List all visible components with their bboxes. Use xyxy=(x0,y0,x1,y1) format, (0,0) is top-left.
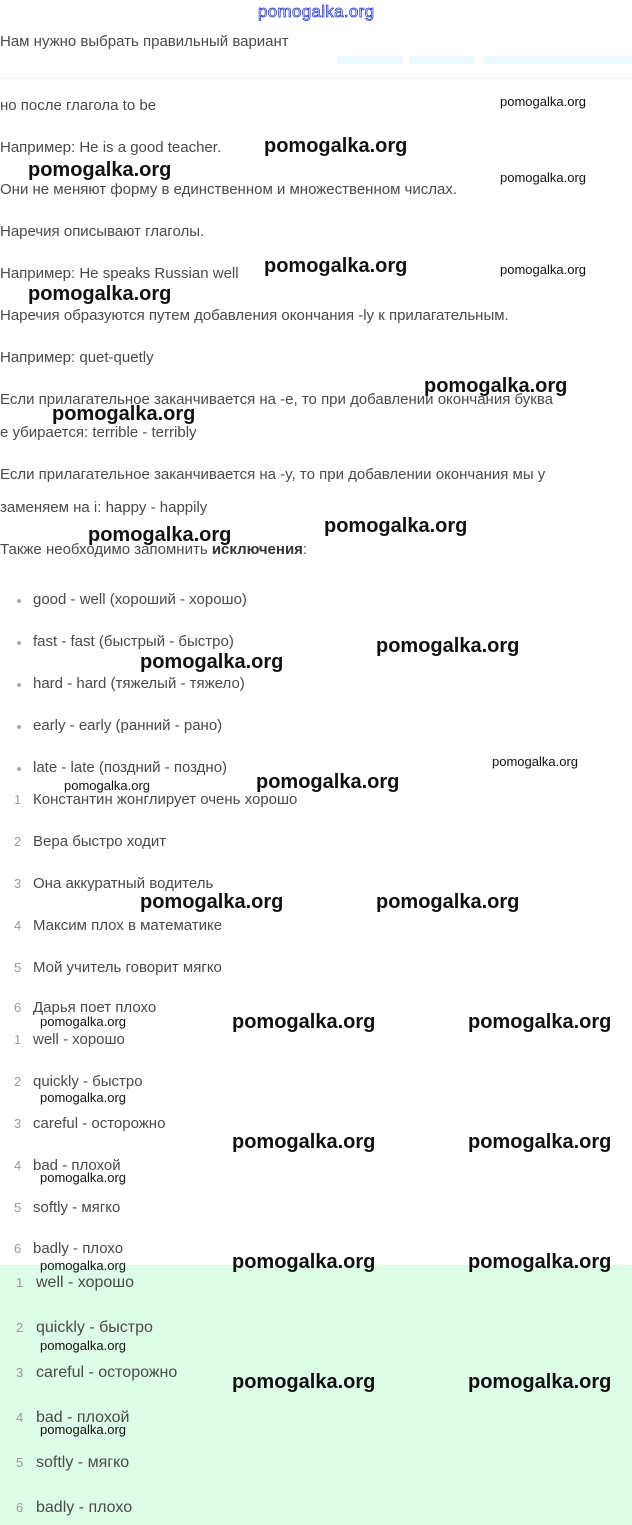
list-item: quickly - быстро xyxy=(36,1319,153,1336)
watermark: pomogalka.org xyxy=(140,651,284,673)
paragraph: Например: He is a good teacher. xyxy=(0,139,222,156)
list-number: 1 xyxy=(16,1275,24,1290)
list-item: bad - плохой xyxy=(36,1409,130,1426)
watermark: pomogalka.org xyxy=(492,754,578,769)
list-item: badly - плохо xyxy=(36,1499,133,1516)
bullet-icon xyxy=(17,683,21,687)
watermark: pomogalka.org xyxy=(500,94,586,109)
list-item: Константин жонглирует очень хорошо xyxy=(33,791,298,808)
exceptions-suffix: : xyxy=(302,541,308,558)
paragraph: Наречия образуются путем добавления окончания -ly к прилагательным. xyxy=(0,307,509,324)
watermark: pomogalka.org xyxy=(40,1014,126,1029)
list-item: Дарья поет плохо xyxy=(33,999,157,1016)
tab-placeholder xyxy=(410,56,475,64)
list-item: bad - плохой xyxy=(33,1157,121,1174)
list-item: Она аккуратный водитель xyxy=(33,875,214,892)
list-item: Мой учитель говорит мягко xyxy=(33,959,222,976)
list-item: quickly - быстро xyxy=(33,1073,143,1090)
watermark: pomogalka.org xyxy=(52,403,196,425)
list-item: Вера быстро ходит xyxy=(33,833,167,850)
watermark: pomogalka.org xyxy=(64,778,150,793)
list-item: softly - мягко xyxy=(33,1199,121,1216)
list-item: hard - hard (тяжелый - тяжело) xyxy=(33,675,245,692)
bullet-icon xyxy=(17,767,21,771)
tab-placeholder xyxy=(483,56,632,64)
list-item: Максим плох в математике xyxy=(33,917,223,934)
list-item: good - well (хороший - хорошо) xyxy=(33,591,247,608)
list-number: 3 xyxy=(14,876,22,891)
watermark: pomogalka.org xyxy=(28,283,172,305)
list-number: 3 xyxy=(16,1365,24,1380)
watermark: pomogalka.org xyxy=(468,1371,612,1393)
list-number: 4 xyxy=(14,918,22,933)
watermark: pomogalka.org xyxy=(468,1131,612,1153)
list-number: 5 xyxy=(14,960,22,975)
paragraph: Если прилагательное заканчивается на -y, то при добавлении окончания мы y xyxy=(0,466,546,483)
list-number: 3 xyxy=(14,1116,22,1131)
bullet-icon xyxy=(17,641,21,645)
watermark: pomogalka.org xyxy=(376,635,520,657)
watermark: pomogalka.org xyxy=(232,1371,376,1393)
list-item: badly - плохо xyxy=(33,1240,124,1257)
bullet-icon xyxy=(17,599,21,603)
list-number: 1 xyxy=(14,1032,22,1047)
list-number: 4 xyxy=(16,1410,24,1425)
watermark: pomogalka.org xyxy=(264,255,408,277)
answer-highlight xyxy=(0,1265,632,1525)
list-item: fast - fast (быстрый - быстро) xyxy=(33,633,234,650)
list-number: 6 xyxy=(16,1500,24,1515)
header-watermark: pomogalka.org xyxy=(258,2,375,21)
paragraph: Они не меняют форму в единственном и множественном числах. xyxy=(0,181,458,198)
watermark: pomogalka.org xyxy=(324,515,468,537)
watermark: pomogalka.org xyxy=(376,891,520,913)
watermark: pomogalka.org xyxy=(468,1011,612,1033)
paragraph: Например: quet-quetly xyxy=(0,349,154,366)
watermark: pomogalka.org xyxy=(40,1170,126,1185)
list-number: 6 xyxy=(14,1241,22,1256)
watermark: pomogalka.org xyxy=(264,135,408,157)
paragraph: Например: He speaks Russian well xyxy=(0,265,239,282)
watermark: pomogalka.org xyxy=(500,170,586,185)
paragraph: Наречия описывают глаголы. xyxy=(0,223,205,240)
list-item: softly - мягко xyxy=(36,1454,130,1471)
watermark: pomogalka.org xyxy=(468,1251,612,1273)
watermark: pomogalka.org xyxy=(256,771,400,793)
list-number: 5 xyxy=(14,1200,22,1215)
paragraph: но после глагола to be xyxy=(0,97,157,114)
list-number: 6 xyxy=(14,1000,22,1015)
watermark: pomogalka.org xyxy=(232,1011,376,1033)
watermark: pomogalka.org xyxy=(500,262,586,277)
watermark: pomogalka.org xyxy=(28,159,172,181)
list-number: 4 xyxy=(14,1158,22,1173)
list-number: 2 xyxy=(14,834,22,849)
divider xyxy=(0,78,632,79)
intro-text: Нам нужно выбрать правильный вариант xyxy=(0,33,289,50)
watermark: pomogalka.org xyxy=(140,891,284,913)
list-number: 2 xyxy=(16,1320,24,1335)
list-item: late - late (поздний - поздно) xyxy=(33,759,228,776)
watermark: pomogalka.org xyxy=(424,375,568,397)
exceptions-bold: исключения xyxy=(211,541,303,558)
list-item: early - early (ранний - рано) xyxy=(33,717,223,734)
watermark: pomogalka.org xyxy=(232,1131,376,1153)
watermark: pomogalka.org xyxy=(232,1251,376,1273)
bullet-icon xyxy=(17,725,21,729)
list-item: well - хорошо xyxy=(33,1031,125,1048)
watermark: pomogalka.org xyxy=(40,1338,126,1353)
list-item: careful - осторожно xyxy=(36,1364,178,1381)
tab-placeholder xyxy=(338,56,403,64)
paragraph: е убирается: terrible - terribly xyxy=(0,424,197,441)
list-item: careful - осторожно xyxy=(33,1115,166,1132)
paragraph: Если прилагательное заканчивается на -e, то при добавлении окончания буква xyxy=(0,391,553,408)
list-item: well - хорошо xyxy=(36,1274,135,1291)
watermark: pomogalka.org xyxy=(40,1422,126,1437)
watermark: pomogalka.org xyxy=(40,1258,126,1273)
watermark: pomogalka.org xyxy=(40,1090,126,1105)
paragraph: заменяем на i: happy - happily xyxy=(0,499,208,516)
list-number: 2 xyxy=(14,1074,22,1089)
watermark: pomogalka.org xyxy=(88,524,232,546)
list-number: 5 xyxy=(16,1455,24,1470)
list-number: 1 xyxy=(14,792,22,807)
exceptions-prefix: Также необходимо запомнить xyxy=(0,541,212,558)
